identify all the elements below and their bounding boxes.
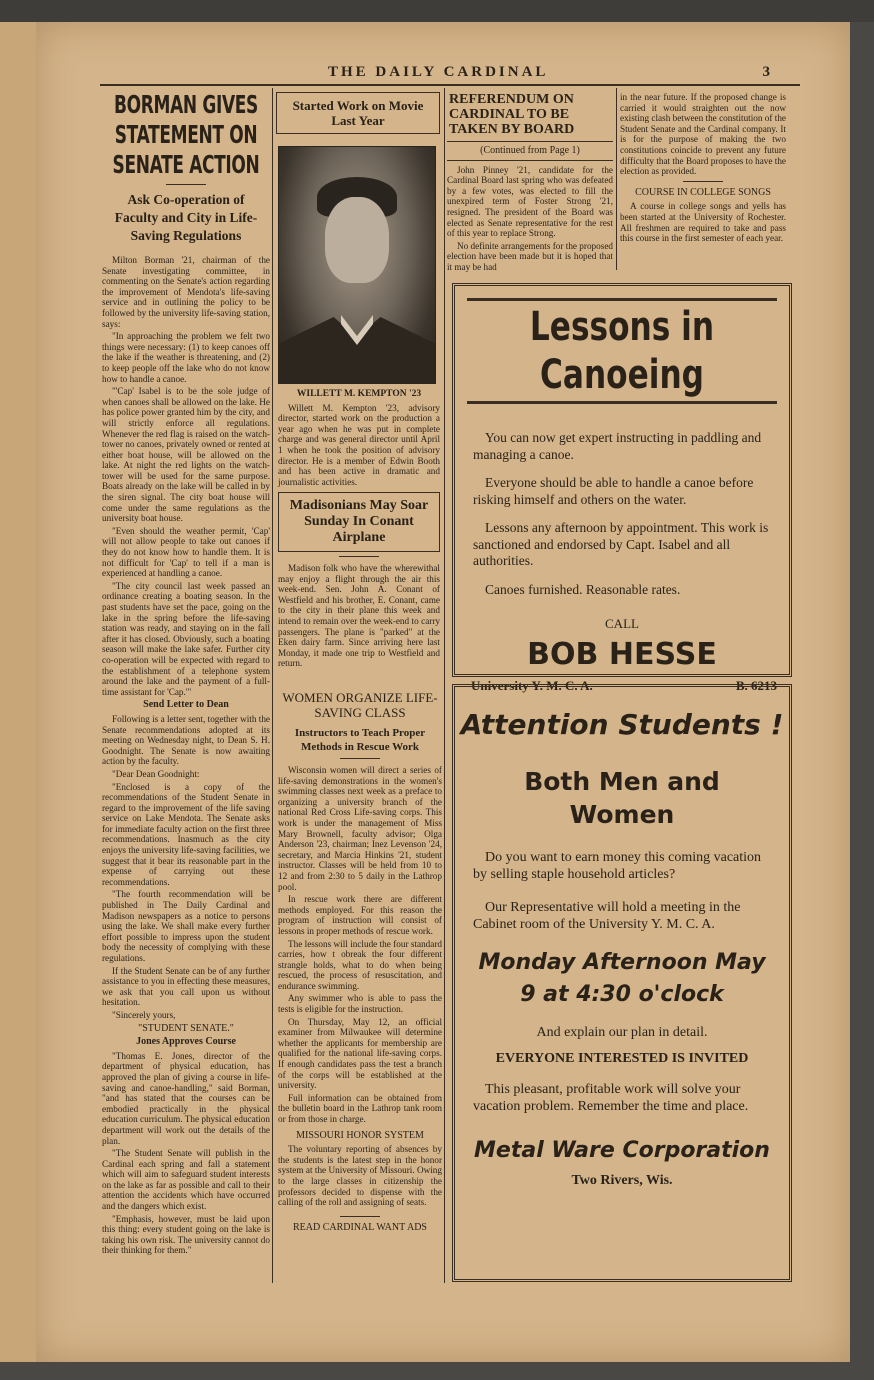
ad-company: Metal Ware Corporation bbox=[474, 1138, 770, 1163]
divider bbox=[339, 556, 379, 557]
column-rule bbox=[616, 88, 617, 270]
paragraph: The lessons will include the four standard carries, how t obreak the four different strangle holds, what to do when being rescued, the process of resuscitation, and endurance swimming. bbox=[278, 938, 442, 991]
paragraph: Wisconsin women will direct a series of life-saving demonstrations in the women's swimming classes next week as a preface to organizing a university branch of the national Red Cross Life-saving corps. This work is under the management of Miss Mary Brownell, faculty advisor; Olga Anderson '23, chairman; Inez Levenson '24, secretary, and Marcia Hinkins '21, student instructor. Classes will be held from 10 to 12 and from 2:30 to 5 daily in the Lathrop pool. bbox=[278, 765, 442, 892]
previous-page-edge bbox=[0, 22, 38, 1362]
headline-line: SENATE ACTION bbox=[112, 150, 260, 179]
divider bbox=[340, 1216, 380, 1217]
ad-name: BOB HESSE bbox=[527, 637, 717, 672]
article-subhead: Instructors to Teach Proper Methods in Rescue Work bbox=[294, 727, 426, 753]
movie-headline-box: Started Work on Movie Last Year bbox=[276, 92, 440, 134]
ad-phone: B. 6213 bbox=[735, 678, 777, 693]
ad-place: University Y. M. C. A. bbox=[471, 678, 593, 693]
article-headline: WOMEN ORGANIZE LIFE-SAVING CLASS bbox=[282, 690, 438, 720]
divider bbox=[683, 181, 723, 182]
signature: "STUDENT SENATE." bbox=[138, 1022, 234, 1034]
headline-line: BORMAN GIVES bbox=[114, 90, 258, 119]
ad-when: Monday Afternoon May 9 at 4:30 o'clock bbox=[478, 950, 766, 1007]
column-rule bbox=[272, 88, 273, 1283]
paragraph: In rescue work there are different methods employed. For this reason the program of instruction will consist of lessons in proper methods of rescue work. bbox=[278, 894, 442, 936]
paragraph: "'Cap' Isabel is to be the sole judge of when canoes shall be allowed on the lake. He has police power granted him by the city, and will strictly enforce all regulations. Whenever the red flag is raised on the watch-tower no canoes, privately owned or rented at either boat house, will be allowed on the lake. At night the red lights on the watch-tower will be used for the same purpose. Boats already on the lake will be called in by the siren signal. The city boat house will come under the same regulations as the university boat house. bbox=[102, 386, 270, 524]
article-headline: REFERENDUM ON CARDINAL TO BE TAKEN BY BOARD bbox=[449, 92, 575, 137]
referendum-article bbox=[447, 92, 613, 275]
photo-face bbox=[325, 197, 389, 283]
continued-note: (Continued from Page 1) bbox=[480, 145, 580, 156]
column-rule bbox=[444, 88, 445, 1283]
women-lifesaving-article bbox=[278, 690, 442, 1236]
page-number: 3 bbox=[762, 64, 770, 80]
paragraph: A course in college songs and yells has been started at the University of Rochester. All freshmen are required to take and pass this course in the first semester of each year. bbox=[620, 201, 786, 244]
masthead bbox=[100, 62, 800, 86]
paragraph: Willett M. Kempton '23, advisory director, started work on the production a year ago when he was put in complete charge and was general director until April 1 when he took the position of advisory director. He is a member of Edwin Booth and has been active in dramatic and journalistic activities. bbox=[278, 402, 440, 487]
paragraph: The voluntary reporting of absences by the students is the latest step in the honor system at the University of Missouri. Owing to the large classes in citizenship the professors decided to dispense with the calling of the roll and assigning of seats. bbox=[278, 1144, 442, 1208]
portrait-photo-kempton bbox=[278, 146, 436, 384]
paragraph: "The city council last week passed an ordinance creating a boating season. In the past students have set the pace, going on the lake in the spring before the life-saving station was ready, and staying on in the fall after it has closed. Obviously, such a boating season will make the lake safer. Further city co-operation will be expected with regard to the establishment of a telephone system around the lake and the payment of a full-time assistant for 'Cap.'" bbox=[102, 580, 270, 697]
photo-suit bbox=[279, 317, 435, 383]
ad-line: This pleasant, profitable work will solve your vacation problem. Remember the time and place. bbox=[473, 1082, 749, 1114]
paragraph: "Even should the weather permit, 'Cap' will not allow people to take out canoes if they do not know how to handle them. It is not difficult for 'Cap' to tell if a man is experienced at handling a canoe. bbox=[102, 525, 270, 579]
paragraph: Following is a letter sent, together with the Senate recommendations adopted at its meeting on Wednesday night, to Dean S. H. Goodnight. The Senate is now awaiting action by the faculty. bbox=[102, 713, 270, 767]
paragraph: "Emphasis, however, must be laid upon this thing: every student going on the lake is taking his own risk. The university cannot do their thinking for them." bbox=[102, 1213, 270, 1256]
paragraph: "The fourth recommendation will be published in The Daily Cardinal and Madison newspapers as a notice to persons using the lake. We shall make every further effort possible to impress upon the student body the necessity of complying with these regulations. bbox=[102, 889, 270, 963]
paragraph: "Sincerely yours, bbox=[112, 1009, 176, 1020]
paragraph: No definite arrangements for the proposed election have been made but it is hoped that it may be had bbox=[447, 240, 613, 272]
ad-line: And explain our plan in detail. bbox=[536, 1025, 708, 1040]
paragraph: in the near future. If the proposed change is carried it would straighten out the now existing clash between the constitution of the Student Senate and the Cardinal company. It is for the purpose of making the two constitutions coincide to prevent any future difficulty that the Board proposes to have the election as provided. bbox=[620, 92, 786, 177]
ad-title: Attention Students ! bbox=[460, 708, 784, 741]
paragraph: Madison folk who have the wherewithal may enjoy a flight through the air this week-end. Sen. John A. Conant of Westfield and his brother, E. Conant, came to the city in their plane this week and intend to remain over the week-end to carry passengers. The plane is "parked" at the Eken dairy farm. Since arriving here last Monday, it made one trip to Westfield and return. bbox=[278, 563, 440, 669]
ad-rule bbox=[467, 401, 777, 404]
photo-caption: WILLETT M. KEMPTON '23 bbox=[296, 389, 422, 399]
ad-line: Our Representative will hold a meeting in the Cabinet room of the University Y. M. C. A. bbox=[473, 900, 741, 932]
ad-place: Two Rivers, Wis. bbox=[571, 1173, 673, 1188]
section-subhead: Jones Approves Course bbox=[136, 1036, 236, 1048]
divider bbox=[340, 758, 380, 759]
newspaper-name: THE DAILY CARDINAL bbox=[328, 64, 549, 80]
paragraph: "Dear Dean Goodnight: bbox=[112, 768, 200, 779]
ad-line: Do you want to earn money this coming vacation by selling staple household articles? bbox=[473, 850, 762, 882]
airplane-article bbox=[278, 492, 440, 671]
paragraph: On Thursday, May 12, an official examiner from Milwaukee will determine whether the applicants for membership are qualified for the national life-saving corps. If enough candidates pass the test a branch of the corps will be established at the university. bbox=[278, 1016, 442, 1091]
ad-line: Lessons any afternoon by appointment. This work is sanctioned and endorsed by Capt. Isabel and all authorities. bbox=[473, 520, 769, 568]
paragraph: "Thomas E. Jones, director of the department of physical education, has approved the plan of giving a course in life-saving and canoe-handling," said Borman, "and has stated that the courses can be embodied practically in the physical education curriculum. The physical education department will work out the details of the plan. bbox=[102, 1050, 270, 1146]
ad-line: Everyone should be able to handle a canoe before risking himself and others on the water. bbox=[473, 475, 754, 507]
section-subhead: MISSOURI HONOR SYSTEM bbox=[296, 1129, 424, 1141]
paragraph: "In approaching the problem we felt two things were necessary: (1) to keep canoes off the lake if the weather is threatening, and (2) to keep people off the lake who do not know how to handle a canoe. bbox=[102, 331, 270, 384]
ad-subtitle: Both Men and Women bbox=[524, 767, 720, 829]
scanner-background-top bbox=[0, 0, 874, 22]
paragraph: "The Student Senate will publish in the Cardinal each spring and fall a statement which will aim to safeguard student interests on the lake as far as possible and call to their attention the accidents which have occurred and the dangers which exist. bbox=[102, 1148, 270, 1212]
paragraph: Full information can be obtained from the bulletin board in the Lathrop tank room or from those in charge. bbox=[278, 1092, 442, 1124]
kempton-article bbox=[278, 386, 440, 489]
paragraph: Milton Borman '21, chairman of the Senate investigating committee, in commenting on the Senate's action regarding the improvement of Mendota's life-saving service and in outlining the policy to be followed by the university life-saving station, says: bbox=[102, 255, 270, 329]
column-2 bbox=[276, 92, 440, 134]
ad-call: CALL bbox=[605, 616, 639, 631]
canoeing-advertisement bbox=[452, 283, 792, 693]
ad-invite: EVERYONE INTERESTED IS INVITED bbox=[495, 1051, 749, 1066]
paragraph: John Pinney '21, candidate for the Cardinal Board last spring who was defeated by a few votes, was elected to fill the unexpired term of Foster Strong '21, resigned. The president of the Board was elected as Senate representative for the rest of this year to replace Strong. bbox=[447, 164, 613, 239]
divider bbox=[447, 141, 613, 142]
ad-rule bbox=[467, 298, 777, 301]
section-subhead: COURSE IN COLLEGE SONGS bbox=[635, 186, 771, 198]
paragraph: Any swimmer who is able to pass the tests is eligible for the instruction. bbox=[278, 993, 442, 1015]
divider bbox=[166, 184, 206, 185]
column-4 bbox=[620, 92, 786, 246]
headline-line: STATEMENT ON bbox=[114, 120, 258, 149]
airplane-headline-box: Madisonians May Soar Sunday In Conant Airplane bbox=[278, 492, 440, 552]
ad-title: Lessons in Canoeing bbox=[529, 304, 715, 398]
ad-line: You can now get expert instructing in paddling and managing a canoe. bbox=[473, 430, 762, 462]
footer-notice: READ CARDINAL WANT ADS bbox=[293, 1221, 427, 1233]
paragraph: "Enclosed is a copy of the recommendations of the Student Senate in regard to the improvement of the life saving service on Lake Mendota. The Senate asks for immediate faculty action on the first three recommendations. Inasmuch as the city enjoys the university life-saving facilities, we suggest that it bear its reasonable part in the expense of carrying out these recommendations. bbox=[102, 781, 270, 887]
article-subhead: Ask Co-operation of Faculty and City in Life-Saving Regulations bbox=[114, 192, 258, 243]
metalware-advertisement bbox=[452, 684, 792, 1282]
section-subhead: Send Letter to Dean bbox=[143, 699, 229, 711]
article-borman bbox=[102, 90, 270, 1258]
divider bbox=[447, 160, 613, 161]
paragraph: If the Student Senate can be of any further assistance to you in effecting these measures, we ask that you call upon us without hesitation. bbox=[102, 965, 270, 1008]
ad-line: Canoes furnished. Reasonable rates. bbox=[485, 581, 681, 597]
